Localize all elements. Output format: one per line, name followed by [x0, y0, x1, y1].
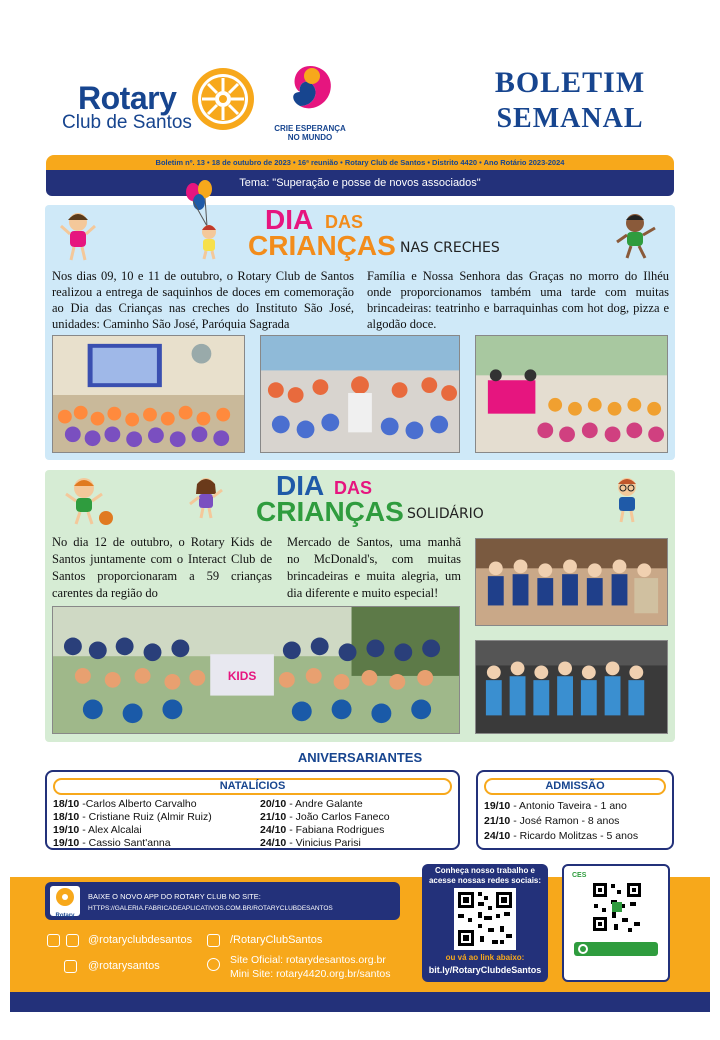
twitter-icon[interactable]: [64, 960, 77, 973]
admissao-row: 19/10 - Antonio Taveira - 1 ano: [484, 800, 627, 812]
app-logo: [50, 886, 80, 919]
whatsapp-icon: [577, 943, 589, 955]
section1-subtitle: NAS CRECHES: [400, 240, 500, 256]
qr-link[interactable]: bit.ly/RotaryClubdeSantos: [428, 965, 542, 975]
section1-title-dia: DIA: [265, 204, 314, 235]
section1-title-das: DAS: [325, 212, 364, 232]
mini-site[interactable]: Mini Site: rotary4420.org.br/santos: [230, 968, 391, 980]
youtube-icon[interactable]: [207, 934, 220, 947]
boy-glasses-illustration-icon: [610, 476, 644, 524]
natalicios-title: NATALÍCIOS: [53, 778, 452, 795]
theme-bar: Tema: "Superação e posse de novos associados": [46, 170, 674, 196]
globe-icon: [207, 958, 220, 971]
bulletin-info-bar: Boletim nº. 13 • 18 de outubro de 2023 • 16ª reunião • Rotary Club de Santos • Distrito 4420 • Ano Rotário 2023-2024: [46, 155, 674, 170]
hope-slogan: CRIE ESPERANÇA NO MUNDO: [274, 124, 346, 142]
app-download-text: BAIXE O NOVO APP DO ROTARY CLUB NO SITE:: [88, 892, 261, 901]
section2-title-das: DAS: [334, 478, 373, 498]
boy-ball-illustration-icon: [62, 476, 114, 526]
site-row[interactable]: [207, 958, 220, 976]
admissao-row: 24/10 - Ricardo Molitzas - 5 anos: [484, 830, 639, 842]
natalicio-row: 20/10 - Andre Galante: [260, 798, 363, 810]
page-title-line2: SEMANAL: [496, 103, 644, 134]
page-title-line1: BOLETIM: [494, 66, 646, 99]
app-download-banner[interactable]: [45, 882, 400, 920]
rotary-wheel-icon: [190, 66, 256, 132]
natalicios-col2: [260, 798, 390, 850]
balloon-girl-icon: [183, 180, 223, 260]
whatsapp-qr-code-icon[interactable]: [590, 880, 644, 934]
facebook-icon[interactable]: [47, 934, 60, 947]
section2-title-dia: DIA: [276, 470, 325, 501]
section2-subtitle: SOLIDÁRIO: [407, 506, 484, 522]
footer-bottom-bar: [10, 992, 710, 1012]
instagram-handle[interactable]: @rotaryclubdesantos: [88, 934, 193, 946]
natalicio-row: 19/10 - Cassio Sant'anna: [53, 837, 171, 849]
section2-text-right: Mercado de Santos, uma manhã no McDonald's, com muitas brincadeiras e muita alegria, um dia diferente e muito especial!: [287, 535, 461, 600]
whatsapp-button[interactable]: [574, 942, 658, 956]
section2-title-criancas: CRIANÇAS: [256, 496, 404, 527]
twitter-row[interactable]: [64, 960, 77, 978]
natalicios-col1: [53, 798, 212, 850]
rotary-logo-text: Rotary: [78, 80, 177, 116]
qr-caption-bottom: ou vá ao link abaixo:: [445, 953, 525, 962]
section1-title-criancas: CRIANÇAS: [248, 230, 396, 261]
site-oficial[interactable]: Site Oficial: rotarydesantos.org.br: [230, 954, 386, 966]
hope-logo-icon: [280, 62, 340, 120]
rotary-wheel-small-icon: [50, 886, 80, 908]
aniversariantes-title: ANIVERSARIANTES: [297, 750, 423, 765]
qr-code-icon[interactable]: [454, 888, 516, 950]
qr-caption-top: Conheça nosso trabalho e acesse nossas redes sociais:: [428, 866, 542, 885]
photo-solidario-group: [52, 606, 460, 734]
section2-text-left: No dia 12 de outubro, o Rotary Kids de Santos juntamente com o Interact Club de Santos proporcionaram a 59 crianças carentes da região do: [52, 535, 272, 600]
admissao-list: [484, 800, 638, 845]
natalicio-row: 19/10 - Alex Alcalai: [53, 824, 142, 836]
natalicio-row: 18/10 - Cristiane Ruiz (Almir Ruiz): [53, 811, 212, 823]
boy-illustration-icon: [615, 212, 657, 260]
natalicios-box: [45, 770, 460, 850]
club-name: Club de Santos: [62, 112, 192, 133]
admissao-title: ADMISSÃO: [484, 778, 666, 795]
girl-illustration-icon: [188, 476, 224, 520]
photo-creche-1: [52, 335, 245, 453]
admissao-row: 21/10 - José Ramon - 8 anos: [484, 815, 620, 827]
child-illustration-icon: [58, 210, 98, 262]
youtube-row[interactable]: [207, 934, 220, 952]
kids-banner-text: KIDS: [227, 668, 257, 683]
ces-logo: CES: [572, 872, 587, 879]
facebook-instagram-row[interactable]: [47, 934, 79, 952]
app-logo-text: Rotary: [55, 913, 75, 919]
app-download-link[interactable]: HTTPS://GALERIA.FABRICADEAPLICATIVOS.COM.BR/ROTARYCLUBDESANTOS: [88, 905, 333, 912]
natalicio-row: 24/10 - Vinicius Parisi: [260, 837, 361, 849]
youtube-handle[interactable]: /RotaryClubSantos: [230, 934, 323, 946]
natalicio-row: 21/10 - João Carlos Faneco: [260, 811, 390, 823]
instagram-icon[interactable]: [66, 934, 79, 947]
twitter-handle[interactable]: @rotarysantos: [88, 960, 160, 972]
section1-text-right: Família e Nossa Senhora das Graças no morro do Ilhéu onde proporcionamos também uma tarde com muitas brincadeiras: teatrinho e barraquinhas com hot dog, pizza e algodão doce.: [367, 269, 669, 331]
natalicio-row: 24/10 - Fabiana Rodrigues: [260, 824, 385, 836]
section1-text-left: Nos dias 09, 10 e 11 de outubro, o Rotary Club de Santos realizou a entrega de saquinhos de doces em comemoração ao Dia das Crianças nas creches do Instituto São José, unidades: Caminho São José, Paróquia Sagrada: [52, 269, 354, 331]
photo-creche-3: [475, 335, 668, 453]
natalicio-row: 18/10 -Carlos Alberto Carvalho: [53, 798, 197, 810]
photo-solidario-2: [475, 538, 668, 626]
photo-solidario-3: [475, 640, 668, 734]
admissao-box: [476, 770, 674, 850]
photo-creche-2: [260, 335, 460, 453]
